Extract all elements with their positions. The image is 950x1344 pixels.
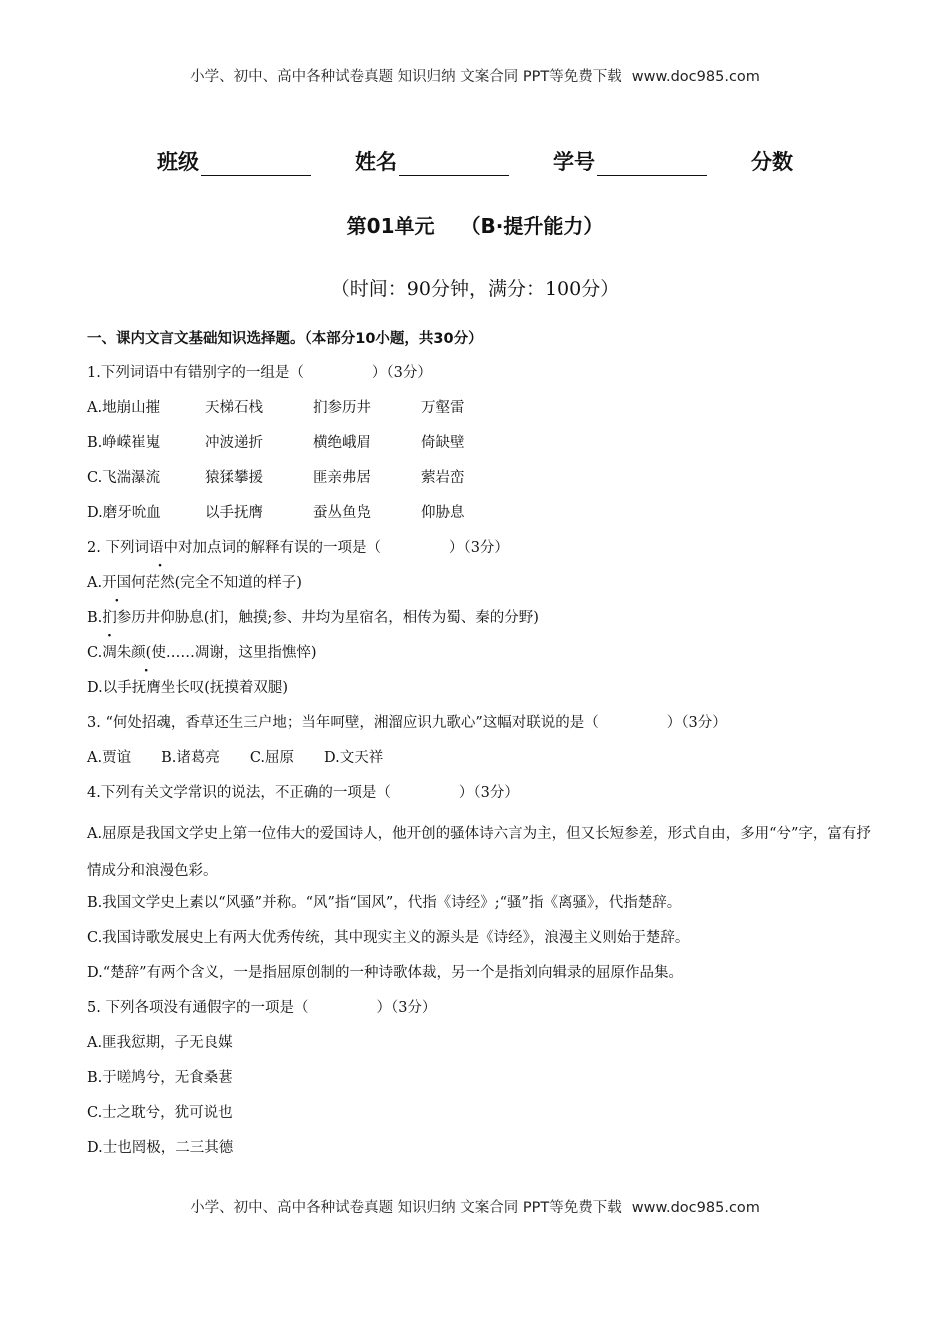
unit-title-main: 第01单元 — [346, 214, 435, 238]
option-text: 坐长叹(抚摸着双腿) — [160, 680, 289, 696]
option-text: 猿猱攀援 — [205, 470, 263, 486]
student-id-field[interactable] — [553, 146, 707, 176]
student-info-row — [0, 146, 950, 176]
option-text: 冲波递折 — [205, 435, 263, 451]
option-text: D.磨牙吮血 — [87, 505, 161, 521]
question-2-option-b[interactable] — [87, 606, 877, 631]
option-text: A.地崩山摧 — [87, 400, 161, 416]
question-2-option-d[interactable] — [87, 676, 877, 701]
question-3-option-b[interactable]: B.诸葛亮 — [161, 750, 220, 766]
option-text: 以手抚膺 — [205, 505, 263, 521]
option-text: B. — [87, 610, 103, 626]
question-2-score: ）（3分） — [448, 540, 509, 556]
score-label: 分数 — [751, 150, 793, 174]
question-1-stem — [87, 361, 877, 386]
score-field — [751, 146, 793, 176]
option-text: 倚缺壁 — [421, 435, 465, 451]
exam-content — [87, 326, 877, 1171]
footer-text: 小学、初中、高中各种试卷真题 知识归纳 文案合同 PPT等免费下载 — [190, 1200, 622, 1216]
option-text: B.峥嵘崔嵬 — [87, 435, 161, 451]
name-field[interactable] — [355, 146, 509, 176]
option-text: 萦岩峦 — [421, 470, 465, 486]
question-2-text: 2. 下列词语中对加点词的解释有误的一项是（ — [87, 540, 381, 556]
question-2-stem — [87, 536, 877, 561]
question-1-option-a[interactable] — [87, 396, 877, 421]
option-text: 扪参历井 — [313, 400, 371, 416]
question-5-option-b[interactable]: B.于嗟鸠兮，无食桑葚 — [87, 1070, 233, 1086]
option-text: 匪亲弗居 — [313, 470, 371, 486]
question-4-option-a[interactable]: A.屈原是我国文学史上第一位伟大的爱国诗人，他开创的骚体诗六言为主，但又长短参差，形式自由，多用“兮”字，富有抒情成分和浪漫色彩。 — [87, 826, 871, 879]
unit-title — [0, 210, 950, 239]
question-1-option-d[interactable] — [87, 501, 877, 526]
question-3-options — [87, 746, 877, 771]
option-text: C. — [87, 645, 103, 661]
question-4-option-b[interactable]: B.我国文学史上素以“风骚”并称。“风”指“国风”，代指《诗经》;“骚”指《离骚》，代指楚辞。 — [87, 895, 682, 911]
question-3-option-d[interactable]: D.文天祥 — [324, 750, 384, 766]
question-2-option-c[interactable] — [87, 641, 877, 666]
question-4-option-d[interactable]: D.“楚辞”有两个含义，一是指屈原创制的一种诗歌体裁，另一个是指刘向辑录的屈原作品集。 — [87, 965, 684, 981]
class-field[interactable] — [157, 146, 311, 176]
question-5-option-c[interactable]: C.士之耽兮，犹可说也 — [87, 1105, 233, 1121]
name-blank[interactable] — [399, 155, 509, 176]
question-4-stem — [87, 781, 877, 806]
header-url[interactable]: www.doc985.com — [631, 69, 760, 85]
option-text: 天梯石栈 — [205, 400, 263, 416]
footer-url[interactable]: www.doc985.com — [631, 1200, 760, 1216]
student-id-label: 学号 — [553, 150, 595, 174]
option-text: D.以手 — [87, 680, 132, 696]
page-footer — [0, 1196, 950, 1217]
student-id-blank[interactable] — [597, 155, 707, 176]
emphasized-word: 抚膺 — [131, 680, 161, 696]
question-5-text: 5. 下列各项没有通假字的一项是（ — [87, 1000, 309, 1016]
question-5-score: ）（3分） — [376, 1000, 437, 1016]
time-info: （时间：90分钟，满分：100分） — [330, 278, 620, 300]
option-text: A.开国何 — [87, 575, 146, 591]
option-text: 蚕丛鱼凫 — [313, 505, 371, 521]
option-text: 横绝峨眉 — [313, 435, 371, 451]
section-title: 一、课内文言文基础知识选择题。（本部分10小题，共30分） — [87, 331, 483, 347]
option-text: C.飞湍瀑流 — [87, 470, 161, 486]
emphasized-word: 茫然 — [145, 575, 175, 591]
option-text: 万壑雷 — [421, 400, 465, 416]
page-header — [0, 65, 950, 86]
question-4-text: 4.下列有关文学常识的说法，不正确的一项是（ — [87, 785, 391, 801]
question-1-score: ）（3分） — [371, 365, 432, 381]
question-5-option-d[interactable]: D.士也罔极，二三其德 — [87, 1140, 234, 1156]
question-5-option-a[interactable]: A.匪我愆期，子无良媒 — [87, 1035, 233, 1051]
question-4-score: ）（3分） — [458, 785, 519, 801]
option-text: 朱颜(使……凋谢，这里指憔悴) — [116, 645, 317, 661]
question-3-option-c[interactable]: C.屈原 — [249, 750, 295, 766]
unit-subtitle: （B·提升能力） — [460, 214, 604, 238]
question-3-text: 3. “何处招魂，香草还生三户地；当年呵壁，湘溜应识九歌心”这幅对联说的是（ — [87, 715, 599, 731]
question-1-option-b[interactable] — [87, 431, 877, 456]
class-blank[interactable] — [201, 155, 311, 176]
option-text: (完全不知道的样子) — [174, 575, 302, 591]
question-1-text: 1.下列词语中有错别字的一组是（ — [87, 365, 304, 381]
question-3-option-a[interactable]: A.贾谊 — [87, 750, 132, 766]
question-2-option-a[interactable] — [87, 571, 877, 596]
emphasized-word: 凋 — [102, 645, 117, 661]
name-label: 姓名 — [355, 150, 397, 174]
header-text: 小学、初中、高中各种试卷真题 知识归纳 文案合同 PPT等免费下载 — [190, 69, 622, 85]
option-text: 仰胁息 — [421, 505, 465, 521]
class-label: 班级 — [157, 150, 199, 174]
option-text: 历井仰胁息(扪，触摸;参、井均为星宿名，相传为蜀、秦的分野) — [131, 610, 539, 626]
question-1-option-c[interactable] — [87, 466, 877, 491]
question-5-stem — [87, 996, 877, 1021]
emphasized-word: 扪参 — [102, 610, 132, 626]
question-4-option-c[interactable]: C.我国诗歌发展史上有两大优秀传统，其中现实主义的源头是《诗经》，浪漫主义则始于楚辞。 — [87, 930, 690, 946]
question-3-score: ）（3分） — [666, 715, 727, 731]
question-3-stem — [87, 711, 877, 736]
